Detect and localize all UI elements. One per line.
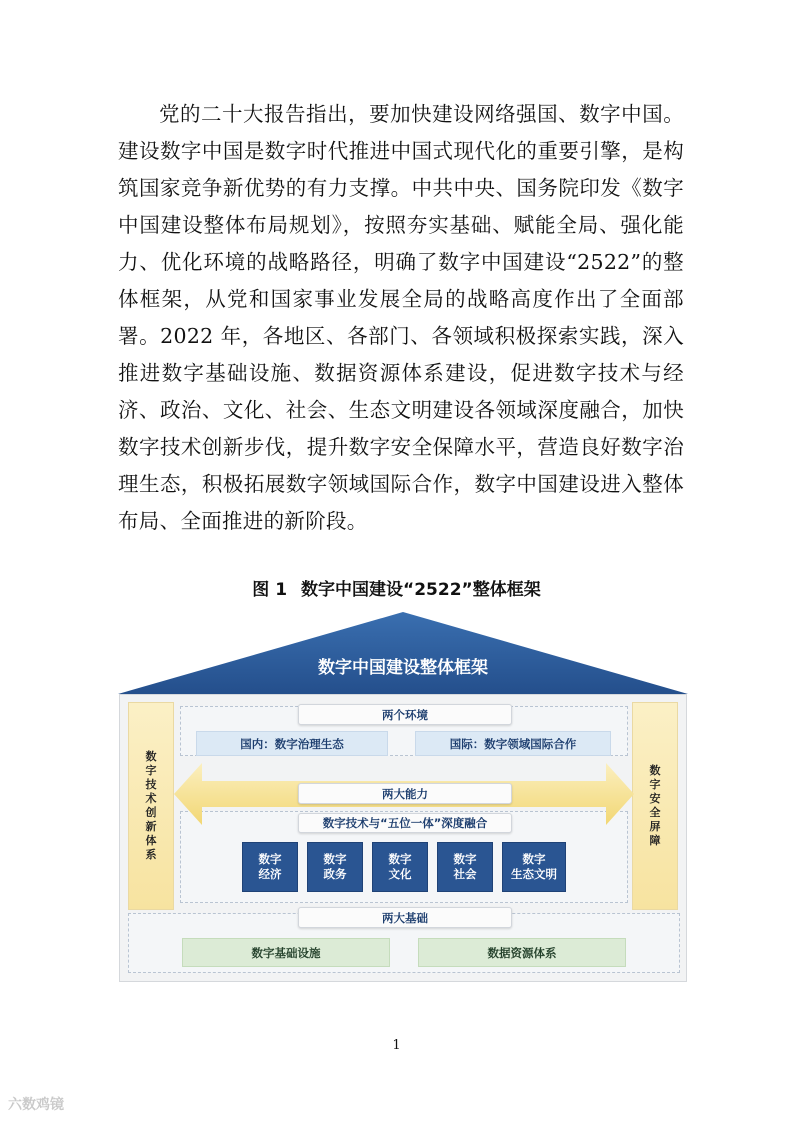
roof-title: 数字中国建设整体框架	[318, 658, 488, 678]
domain-label	[389, 852, 412, 882]
domain-label-line: 政务	[323, 867, 347, 881]
international-environment: 国际：数字领域国际合作	[415, 731, 611, 756]
figure-title: 数字中国建设“2522”整体框架	[301, 580, 541, 600]
infrastructure-box: 数字基础设施	[182, 938, 390, 967]
domain-label-line: 数字	[323, 852, 347, 866]
domain-label	[454, 852, 477, 882]
domain-box-culture	[372, 842, 428, 892]
domain-label-line: 生态文明	[511, 867, 557, 881]
domain-box-economy	[242, 842, 298, 892]
fusion-label: 数字技术与“五位一体”深度融合	[298, 813, 512, 833]
domain-box-government	[307, 842, 363, 892]
domain-label	[259, 852, 282, 882]
data-resource-box: 数据资源体系	[418, 938, 626, 967]
domain-label-line: 数字	[258, 852, 282, 866]
foundation-label: 两大基础	[298, 907, 512, 928]
domain-label-line: 社会	[453, 867, 477, 881]
right-pillar-label: 数字安全屏障	[649, 764, 661, 847]
framework-diagram	[116, 610, 690, 985]
domain-box-society	[437, 842, 493, 892]
body-paragraph: 党的二十大报告指出，要加快建设网络强国、数字中国。建设数字中国是数字时代推进中国式现代化的重要引擎，是构筑国家竞争新优势的有力支撑。中共中央、国务院印发《数字中国建设整体布局规划》，按照夯实基础、赋能全局、强化能力、优化环境的战略路径，明确了数字中国建设“2522”的整体框架，从党和国家事业发展全局的战略高度作出了全面部署。2022 年，各地区、各部门、各领域积极探索实践，深入推进数字基础设施、数据资源体系建设，促进数字技术与经济、政治、文化、社会、生态文明建设各领域深度融合，加快数字技术创新步伐，提升数字安全保障水平，营造良好数字治理生态，积极拓展数字领域国际合作，数字中国建设进入整体布局、全面推进的新阶段。	[118, 102, 684, 533]
left-pillar-label: 数字技术创新体系	[145, 750, 157, 861]
domain-label	[324, 852, 347, 882]
figure-caption	[0, 575, 793, 600]
figure-number: 图 1	[252, 580, 288, 600]
right-pillar	[632, 702, 678, 910]
domain-label-line: 数字	[388, 852, 412, 866]
environment-label: 两个环境	[298, 704, 512, 725]
domain-label-line: 数字	[522, 852, 546, 866]
domain-label-line: 经济	[258, 867, 282, 881]
framework-body	[119, 694, 687, 982]
domain-label-line: 文化	[388, 867, 412, 881]
domain-label-line: 数字	[453, 852, 477, 866]
capabilities-label: 两大能力	[298, 783, 512, 804]
domain-box-ecology	[502, 842, 566, 892]
watermark-logo: 六数鸡镜	[8, 1097, 64, 1113]
left-pillar	[128, 702, 174, 910]
page-number: 1	[392, 1038, 401, 1053]
domain-label	[511, 852, 557, 882]
domestic-environment: 国内：数字治理生态	[196, 731, 388, 756]
